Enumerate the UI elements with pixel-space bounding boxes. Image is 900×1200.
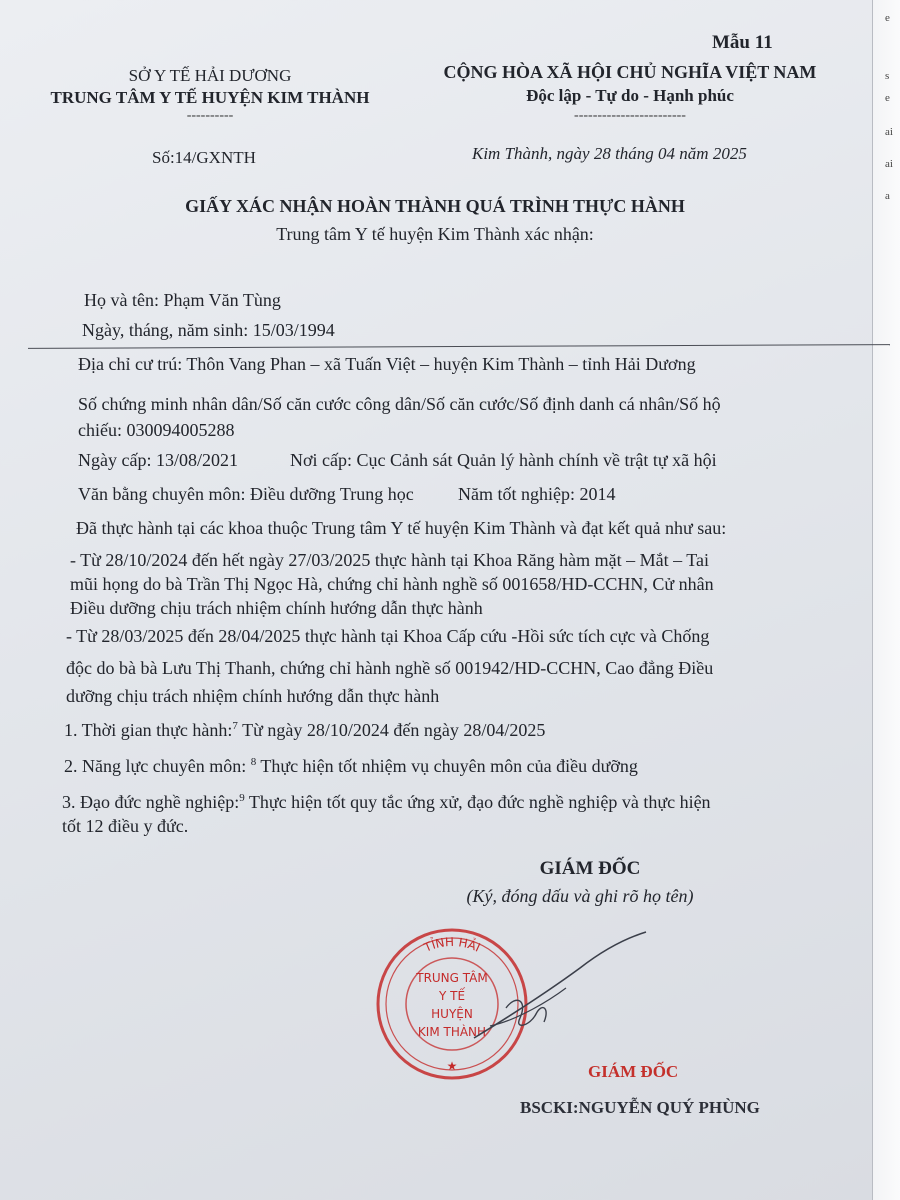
practice-period-2-line1: - Từ 28/03/2025 đến 28/04/2025 thực hành tại Khoa Cấp cứu -Hồi sức tích cực và Chống [66,626,710,646]
organization-name: TRUNG TÂM Y TẾ HUYỆN KIM THÀNH [50,88,370,107]
document-subtitle: Trung tâm Y tế huyện Kim Thành xác nhận: [276,224,594,244]
national-motto: Độc lập - Tự do - Hạnh phúc [526,86,734,105]
practice-period-2-line3: dưỡng chịu trách nhiệm chính hướng dẫn thực hành [66,686,440,706]
practice-period-1-line2: mũi họng do bà Trần Thị Ngọc Hà, chứng chỉ hành nghề số 001658/HD-CCHN, Cử nhân [70,574,714,594]
signature-instruction: (Ký, đóng dấu và ghi rõ họ tên) [466,886,694,906]
result-practice-time [64,720,545,741]
result-label: 2. Năng lực chuyên môn: [64,756,251,776]
result-text: Thực hiện tốt quy tắc ứng xử, đạo đức nghề nghiệp và thực hiện [244,792,711,812]
result-professional-ethics [62,792,711,813]
seal-ring-top: TỈNH HẢI [421,934,483,955]
id-field-line2: chiếu: 030094005288 [78,420,235,440]
place-and-date: Kim Thành, ngày 28 tháng 04 năm 2025 [472,144,747,163]
paper-fold-line [28,344,890,349]
footnote-marker: 7 [232,720,238,732]
signer-name: BSCKI:NGUYỄN QUÝ PHÙNG [520,1098,760,1117]
signature-title: GIÁM ĐỐC [539,858,641,879]
address-field: Địa chỉ cư trú: Thôn Vang Phan – xã Tuấn Việt – huyện Kim Thành – tỉnh Hải Dương [78,354,696,374]
degree-field: Văn bằng chuyên môn: Điều dưỡng Trung học [78,484,414,504]
footnote-marker: 9 [239,792,245,804]
adjacent-page-edge: e s e ai ai a [872,0,900,1200]
id-field-line1: Số chứng minh nhân dân/Số căn cước công dân/Số căn cước/Số định danh cá nhân/Số hộ [78,394,721,414]
issue-place-field: Nơi cấp: Cục Cảnh sát Quản lý hành chính về trật tự xã hội [290,450,717,470]
graduation-year-field: Năm tốt nghiệp: 2014 [458,484,616,504]
result-professional-ethics-cont: tốt 12 điều y đức. [62,816,189,836]
result-professional-ability [64,756,638,777]
practice-intro: Đã thực hành tại các khoa thuộc Trung tâm Y tế huyện Kim Thành và đạt kết quả như sau: [76,518,727,538]
result-text: Thực hiện tốt nhiệm vụ chuyên môn của điều dưỡng [256,756,638,776]
department-name: SỞ Y TẾ HẢI DƯƠNG [128,66,292,85]
result-label: 3. Đạo đức nghề nghiệp: [62,792,240,812]
result-label: 1. Thời gian thực hành: [64,720,233,740]
seal-star: ★ [446,1059,458,1073]
stamp-signer-title: GIÁM ĐỐC [588,1062,679,1081]
practice-period-2-line2: độc do bà bà Lưu Thị Thanh, chứng chỉ hành nghề số 001942/HD-CCHN, Cao đẳng Điều [66,658,714,678]
seal-line3: HUYỆN [431,1007,473,1021]
footnote-marker: 8 [250,756,257,768]
birth-date-field: Ngày, tháng, năm sinh: 15/03/1994 [82,320,335,340]
handwritten-signature [470,930,670,1050]
practice-period-1-line3: Điều dưỡng chịu trách nhiệm chính hướng dẫn thực hành [70,598,483,618]
left-header-divider: ---------- [186,108,234,123]
form-number: Mẫu 11 [712,32,773,53]
practice-period-1-line1: - Từ 28/10/2024 đến hết ngày 27/03/2025 thực hành tại Khoa Răng hàm mặt – Mắt – Tai [70,550,709,570]
document-title: GIẤY XÁC NHẬN HOÀN THÀNH QUÁ TRÌNH THỰC HÀNH [185,196,685,216]
seal-line2: Y TẾ [438,989,466,1003]
right-header-divider: ------------------------ [574,108,686,123]
issue-date-field: Ngày cấp: 13/08/2021 [78,450,238,470]
seal-line1: TRUNG TÂM [416,971,488,985]
full-name-field: Họ và tên: Phạm Văn Tùng [84,290,281,310]
country-name: CỘNG HÒA XÃ HỘI CHỦ NGHĨA VIỆT NAM [443,62,817,82]
seal-line4: KIM THÀNH [417,1025,487,1039]
document-number: Số:14/GXNTH [152,148,256,167]
result-text: Từ ngày 28/10/2024 đến ngày 28/04/2025 [237,720,546,740]
